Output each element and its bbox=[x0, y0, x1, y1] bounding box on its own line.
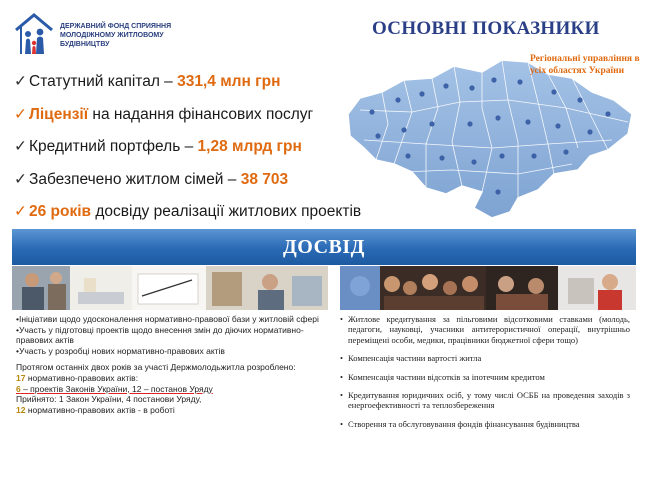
list-item: •Участь у розробці нових нормативно-правових актів bbox=[16, 345, 225, 356]
banner-title: ДОСВІД bbox=[283, 236, 365, 258]
metric-authorized-capital: ✓ Статутний капітал – 331,4 млн грн bbox=[14, 73, 281, 90]
list-item: •Участь у підготовці проектів щодо внесення змін до діючих нормативно-правових актів bbox=[16, 324, 304, 346]
stat-line: Прийнято: 1 Закон України, 4 постанови Уряду, bbox=[16, 394, 202, 405]
metric-experience-years: ✓ 26 років досвіду реалізації житлових проектів bbox=[14, 203, 362, 220]
stat-line: 6 – проектів Законів України, 12 – постанов Уряду bbox=[16, 383, 213, 394]
page-title: ОСНОВНІ ПОКАЗНИКИ bbox=[372, 18, 600, 39]
ukraine-regions-map bbox=[342, 52, 642, 222]
legislative-experience-text bbox=[16, 314, 326, 415]
stat-line: 17 нормативно-правових актів: bbox=[16, 372, 139, 383]
check-icon: ✓ bbox=[14, 138, 27, 155]
check-icon: ✓ bbox=[14, 170, 27, 188]
stat-line: 12 нормативно-правових актів - в роботі bbox=[16, 404, 175, 415]
metric-families-housed: ✓ Забезпечено житлом сімей – 38 703 bbox=[14, 170, 289, 188]
map-caption: Регіональні управління в усіх областях України bbox=[530, 54, 640, 76]
people-group-photo bbox=[340, 266, 636, 310]
list-item: • Створення та обслуговування фондів фінансування будівництва bbox=[340, 419, 630, 429]
experience-banner bbox=[12, 229, 636, 265]
metric-credit-portfolio: ✓ Кредитний портфель – 1,28 млрд грн bbox=[14, 138, 302, 155]
check-icon: ✓ bbox=[14, 203, 27, 220]
check-icon: ✓ bbox=[14, 105, 27, 123]
programs-list bbox=[340, 314, 630, 437]
fund-logo bbox=[12, 10, 56, 56]
organization-name: ДЕРЖАВНИЙ ФОНД СПРИЯННЯ МОЛОДІЖНОМУ ЖИТЛОВОМУ БУДІВНИЦТВУ bbox=[60, 23, 172, 48]
metric-licenses: ✓ Ліцензії на надання фінансових послуг bbox=[14, 105, 314, 123]
check-icon: ✓ bbox=[14, 73, 27, 90]
list-item: • Компенсація частини вартості житла bbox=[340, 353, 630, 363]
key-metrics-list bbox=[14, 72, 361, 235]
list-item: •Ініціативи щодо удосконалення нормативно-правової бази у житловій сфері bbox=[16, 314, 319, 324]
summary-intro: Протягом останніх двох років за участі Держмолодьжитла розроблено: bbox=[16, 362, 296, 373]
list-item: • Компенсація частини відсотків за іпотечним кредитом bbox=[340, 372, 630, 382]
office-meeting-photo bbox=[12, 266, 328, 310]
list-item: • Житлове кредитування за пільговими відсотковими ставками (молодь, педагоги, науковці, учасники антитерористичної операції, внутрішньо переміщені особи, медики, працівники бюджетної сфери тощо) bbox=[340, 314, 630, 345]
list-item: • Кредитування юридичних осіб, у тому числі ОСББ на проведення заходів з енергоефективності та теплозбереження bbox=[340, 390, 630, 411]
